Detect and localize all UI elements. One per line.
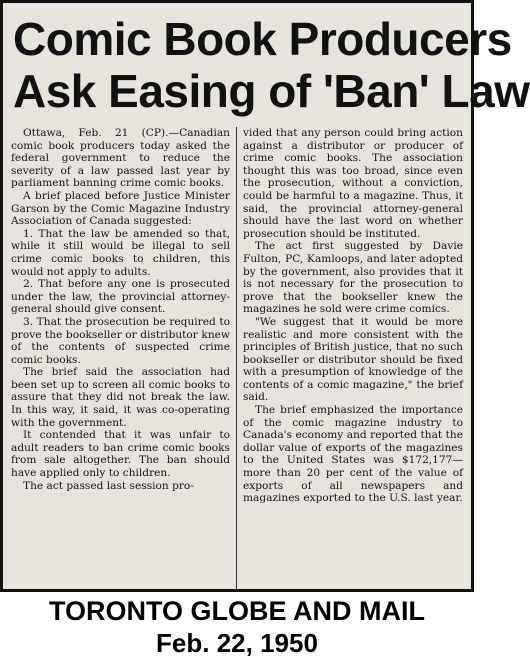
article-paragraph: It contended that it was unfair to adult readers to ban crime comic books from sale altogether. The ban should have applied only to children. — [11, 429, 230, 480]
headline — [13, 13, 530, 117]
source-date: Feb. 22, 1950 — [156, 628, 318, 658]
article-paragraph: vided that any person could bring action against a distributor or producer of crime comic books. The association thought this was too broad, since even the prosecution, without a conviction, could be harmful to a magazine. Thus, it said, the provincial attorney-general should have the last word on whether prosecution should be instituted. — [243, 127, 463, 240]
article-column-right — [237, 127, 463, 589]
article-paragraph: The act passed last session pro- — [23, 479, 194, 492]
article-column-left — [11, 127, 237, 589]
article-paragraph: A brief placed before Justice Minister Garson by the Comic Magazine Industry Association of Canada suggested: — [11, 189, 230, 228]
article-paragraph: The brief emphasized the importance of the comic magazine industry to Canada's economy and reported that the dollar value of exports of the magazines to the United States was $172,177—more than 20 per cent of the value of exports of all newspapers and magazines exported to the U.S. last year. — [243, 404, 463, 505]
article-paragraph: The brief said the association had been set up to screen all comic books to assure that they did not break the law. In this way, it said, it was co-operating with the government. — [11, 366, 230, 429]
source-caption — [0, 592, 474, 663]
article-columns — [11, 127, 465, 589]
article-paragraph: "We suggest that it would be more realistic and more consistent with the principles of British justice, that no such bookseller or distributor should be fixed with a presumption of knowledge of the contents of a comic magazine," the brief said. — [243, 315, 463, 404]
article-paragraph: Ottawa, Feb. 21 (CP).—Canadian comic book producers today asked the federal government to reduce the severity of a law passed last year by parliament banning crime comic books. — [11, 127, 230, 190]
source-publication: TORONTO GLOBE AND MAIL — [49, 596, 425, 626]
headline-line-1: Comic Book Producers — [13, 13, 512, 65]
article-paragraph: 1. That the law be amended so that, while it still would be illegal to sell crime comic books to children, this would not apply to adults. — [11, 227, 230, 278]
article-paragraph: 3. That the prosecution be required to prove the bookseller or distributor knew of the contents of suspected crime comic books. — [11, 315, 230, 366]
article-paragraph: The act first suggested by Davie Fulton, PC, Kamloops, and later adopted by the government, also provides that it is not necessary for the prosecution to prove that the bookseller knew the magazines he sold were crime comics. — [243, 240, 463, 316]
article-paragraph: 2. That before any one is prosecuted under the law, the provincial attorney-general should give consent. — [11, 278, 230, 316]
headline-line-2: Ask Easing of 'Ban' Law — [13, 65, 530, 117]
